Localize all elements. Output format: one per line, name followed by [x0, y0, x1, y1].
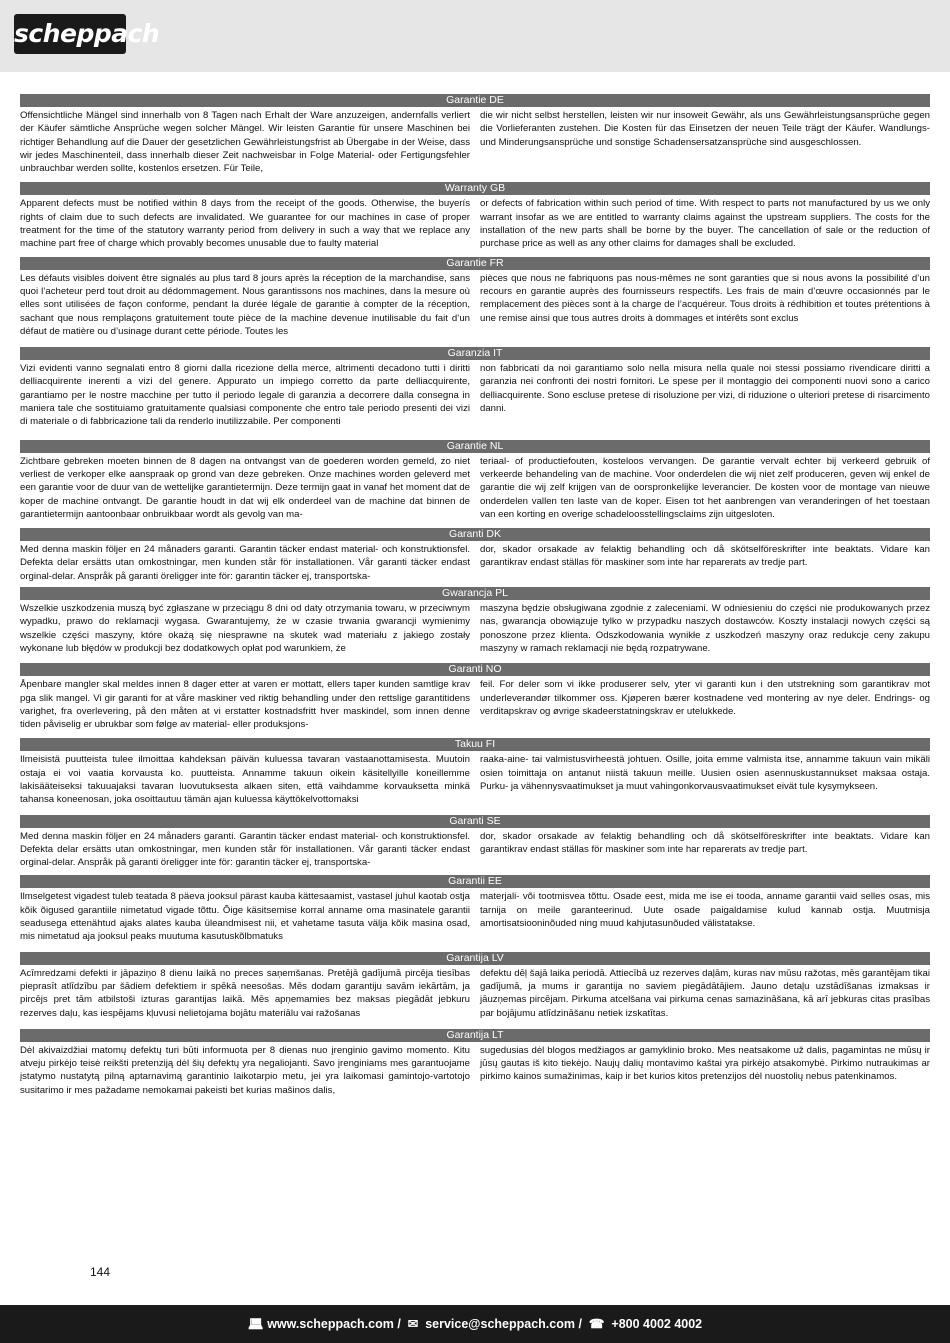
footer-phone[interactable]: +800 4002 4002: [611, 1317, 703, 1331]
section-columns: [20, 828, 930, 870]
section-text-left: Med denna maskin följer en 24 månaders garanti. Garantin täcker endast material- och konstruktionsfel. Defekta delar ersätts utan omkostningar, men kunden står för installationen. Vår garanti täcker endast orginal-delar. Anspråk på garanti öreligger inte för: garantin täcker ej, transportska-: [20, 830, 470, 869]
section-columns: [20, 751, 930, 806]
section-title: Garanti SE: [20, 815, 930, 828]
envelope-icon: ✉︎: [404, 1317, 422, 1331]
footer-web[interactable]: www.scheppach.com /: [267, 1317, 401, 1331]
section-columns: [20, 360, 930, 428]
warranty-section: [20, 875, 930, 943]
header-bar: [0, 0, 950, 72]
footer-email[interactable]: service@scheppach.com /: [425, 1317, 582, 1331]
section-columns: [20, 600, 930, 655]
section-columns: [20, 453, 930, 521]
warranty-section: [20, 1029, 930, 1097]
section-text-right: pièces que nous ne fabriquons pas nous-mêmes ne sont garanties que si nous avons la possibilité d’un recours en garantie auprès des fournisseurs respectifs. Les frais de main d’œuvre occasionnés par le remplacement des pièces sont à la charge de l’acquéreur. Tous droits à rédhibition et toutes prétentions à une remise ainsi que tous autres droits à dommages et intérêts sont exclus: [480, 272, 930, 324]
section-text-left: Vizi evidenti vanno segnalati entro 8 giorni dalla ricezione della merce, altrimenti decadono tutti i diritti delliacquirente inerenti a vizi del genere. Appurato un impiego corretto da parte delliacquirente, garantiamo per le nostre macchine per tutto il periodo legale di garanzia a decorrere dalla consegna in maniera tale che sostituiamo gratuitamente qualsiasi componente che entro tale periodo presenti dei vizi di materiale o di fabbricazione tali da renderlo inutilizzabile. Per componenti: [20, 363, 470, 428]
section-title: Garantija LV: [20, 952, 930, 965]
section-text-right: sugedusias dėl blogos medžiagos ar gamyklinio broko. Mes neatsakome už dalis, pagamintas ne mūsų ir jūsų gautas iš kito tiekėjo. Naujų dalių montavimo kaštai yra pirkėjo atsakomybė. Pirkimo nutraukimas ar pirkimo kainos sumažinimas, kaip ir bet kurios kitos pretenzijos dėl nuostolių nebus patenkinamos.: [480, 1044, 930, 1083]
section-text-right: defektu dēļ šajā laika periodā. Attiecībā uz rezerves daļām, kuras nav mūsu ražotas, mēs garantējam tikai gadījumā, ja mums ir garantija no saviem piegādātājiem. Jauno detaļu uzstādīšanas izmaksas ir jāuzņemas pircējam. Pirkuma atcelšana vai pirkuma cenas samazināšana, kā arī jebkuras citas prasības par bojājumu atlīdzināšanu netiek izskatītas.: [480, 967, 930, 1019]
section-text-right: non fabbricati da noi garantiamo solo nella misura nella quale noi stessi possiamo rivendicare diritti a garanzia nei confronti dei nostri fornitori. Le spese per il montaggio dei componenti nuovi sono a carico delliacquirente. Sono escluse pretese di risoluzione per vizi, di riduzione o ulteriori pretese di risarcimento danni.: [480, 363, 930, 415]
warranty-section: [20, 440, 930, 521]
warranty-section: [20, 815, 930, 870]
phone-icon: ☎: [585, 1317, 608, 1331]
section-text-left: Med denna maskin följer en 24 månaders garanti. Garantin täcker endast material- och konstruktionsfel. Defekta delar ersätts utan omkostningar, men kunden står för installationen. Vår garanti täcker endast orginal-delar. Anspråk på garanti öreligger inte för: garantin täcker ej, transportska-: [20, 544, 470, 582]
section-text-left: Apparent defects must be notified within 8 days from the receipt of the goods. Otherwise, the buyerís rights of claim due to such defects are invalidated. We guarantee for our machines in case of proper treatment for the time of the statutory warranty period from delivery in such a way that we replace any machine part free of charge which provably becomes unusable due to faulty material: [20, 198, 470, 250]
section-columns: [20, 541, 930, 583]
section-title: Garanti NO: [20, 663, 930, 676]
warranty-section: [20, 94, 930, 175]
brand-logo: scheppach: [14, 14, 126, 54]
section-text-right: dor, skador orsakade av felaktig behandling och då skötselföreskrifter inte beaktats. Vidare kan garantikrav endast ställas för maskiner som inte har reparerats av tredje part.: [480, 830, 930, 855]
section-columns: [20, 888, 930, 943]
section-columns: [20, 195, 930, 250]
section-text-left: Åpenbare mangler skal meldes innen 8 dager etter at varen er mottatt, ellers taper kunden samtlige krav pga slik mangel. Vi gir garanti for at våre maskiner ved riktig behandling under den rettslige garantitidens varighet, fra overlevering, på den måten at vi erstatter kostnadsfritt hver maskindel, som innen denne tiden påviselig er ubrukbar som følge av material- eller produksjons-: [20, 679, 470, 731]
section-text-right: raaka-aine- tai valmistusvirheestä johtuen. Osille, joita emme valmista itse, annamme takuun vain mikäli osien toimittaja on antanut niistä takuun meille. Uusien osien asennuskustannukset maksaa ostaja. Purku- ja vähennysvaatimukset ja muut vahingonkorvausvaatimukset eivät tule kysymykseen.: [480, 754, 930, 792]
footer-bar: [0, 1305, 950, 1343]
section-title: Garantie NL: [20, 440, 930, 453]
section-text-right: or defects of fabrication within such period of time. With respect to parts not manufactured by us we only warrant insofar as we are entitled to warranty claims against the upstream suppliers. The costs for the installation of the new parts shall be borne by the buyer. The cancellation of sale or the reduction of purchase price as well as any other claims for damages shall be excluded.: [480, 198, 930, 250]
section-title: Garantie DE: [20, 94, 930, 107]
section-title: Takuu FI: [20, 738, 930, 751]
warranty-content: [20, 94, 930, 1097]
section-text-left: Wszelkie uszkodzenia muszą być zgłaszane w przeciągu 8 dni od daty otrzymania towaru, w przeciwnym wypadku, prawo do reklamacji wygasa. Gwarantujemy, że w czasie trwania gwarancji wymienimy wszelkie części maszyny, które okażą się niesprawne na skutek wad materiału z jakiego zostały wykonane lub błędów w produkcji bez dodatkowych opłat pod warunkiem, że: [20, 603, 470, 654]
section-text-left: Ilmselgetest vigadest tuleb teatada 8 päeva jooksul pärast kauba kättesaamist, vastasel juhul kaotab ostja kõik õigused garantiile nimetatud vigade tõttu. Õige käsitsemise korral anname oma masinatele garantii seadusega ettenähtud ajaks alates kauba üleandmisest nii, et vahetame tasuta välja kõik masina osad, mis nimetatud aja jooksul peaks muutuma kasutuskõlbmatuks: [20, 891, 470, 943]
computer-icon: 💻︎: [247, 1317, 264, 1331]
section-text-left: Dėl akivaizdžiai matomų defektų turi būti informuota per 8 dienas nuo įrenginio gavimo momento. Kitu atveju pirkėjo teisė reikšti pretenziją dėl šių defektų yra negaliojanti. Savo įrenginiams mes garantuojame įstatymo nustatytą pilną aptarnavimą garantinio laikotarpio metu, jei yra laikomasi gamintojo-vartotojo susitarimo ir mes pažadame nemokamai pakeisti bet kurias mašinos dalis,: [20, 1044, 470, 1096]
section-text-left: Offensichtliche Mängel sind innerhalb von 8 Tagen nach Erhalt der Ware anzuzeigen, andernfalls verliert der Käufer sämtliche Ansprüche wegen solcher Mängel. Wir leisten Garantie für unsere Maschinen bei richtiger Behandlung auf die Dauer der gesetzlichen Gewährleistungsfrist ab Übergabe in der Weise, dass wir jedes Maschinenteil, dass innerhalb dieser Zeit nachweisbar in Folge Material- oder Fertigungsfehler unbrauchbar werden sollte, kostenlos ersetzen. Für Teile,: [20, 110, 470, 175]
warranty-section: [20, 257, 930, 338]
section-text-right: teriaal- of productiefouten, kosteloos vervangen. De garantie vervalt echter bij verkeerd gebruik of verkeerde behandeling van de machine. Voor onderdelen die wij niet zelf produceren, geven wij enkel de garantie die wij zelf krijgen van de oorspronkelijke leverancier. De kosten voor de montage van nieuwe onderdelen vallen ten laste van de koper. Eisen tot het aanbrengen van veranderingen of het toestaan van een korting en overige schadeloosstellingsclaims zijn uitgesloten.: [480, 455, 930, 520]
section-title: Garanzia IT: [20, 347, 930, 360]
warranty-section: [20, 182, 930, 250]
section-text-left: Les défauts visibles doivent être signalés au plus tard 8 jours après la réception de la marchandise, sans quoi l’acheteur perd tout droit au dédommagement. Nous garantissons nos machines, dans la mesure où elles sont utilisées de façon conforme, pendant la durée légale de garantie à compter de la réception, sachant que nous remplaçons gratuitement toute pièce de la machine devenue inutilisable du fait d’un défaut de matière ou d’usinage durant cette période. Toutes les: [20, 272, 470, 337]
section-text-right: materjali- või tootmisvea tõttu. Osade eest, mida me ise ei tooda, anname garantii vaid selles osas, mis tarnija on meile garanteerinud. Uute osade paigaldamise kulud kannab ostja. Muutmisja amortisatsiooninõuded ning muud kahjutasunõuded välistatakse.: [480, 891, 930, 930]
section-text-right: die wir nicht selbst herstellen, leisten wir nur insoweit Gewähr, als uns Gewährleistungsansprüche gegen die Vorlieferanten zustehen. Die Kosten für das Einsetzen der neuen Teile trägt der Käufer. Wandlungs- und Minderungsansprüche und sonstige Schadensersatzansprüche sind ausgeschlossen.: [480, 110, 930, 148]
section-title: Garanti DK: [20, 528, 930, 541]
section-text-left: Ilmeisistä puutteista tulee ilmoittaa kahdeksan päivän kuluessa tavaran vastaanottamisesta. Muutoin ostaja ei voi vaatia korvausta ko. puutteista. Annamme takuun oikein käsitellyille koneillemme lakisääteiseksi takuuajaksi tavaran luovutuksesta alkaen siten, että vaihdamme korvauksetta minkä tahansa koneenosan, joka osoittautuu tämän ajan kuluessa käyttökelvottomaksi: [20, 754, 470, 806]
section-columns: [20, 270, 930, 338]
warranty-section: [20, 528, 930, 583]
section-title: Warranty GB: [20, 182, 930, 195]
warranty-section: [20, 347, 930, 428]
section-columns: [20, 965, 930, 1020]
section-title: Garantie FR: [20, 257, 930, 270]
section-title: Garantija LT: [20, 1029, 930, 1042]
warranty-section: [20, 663, 930, 731]
section-text-left: Acīmredzami defekti ir jāpaziņo 8 dienu laikā no preces saņemšanas. Pretējā gadījumā pircēja tiesības pieprasīt atlīdzību par šādiem defektiem ir spēkā neesošas. Mēs dodam garantiju savām iekārtām, ja pircējs pret tām atbilstoši izturas garantijas laikā. Mēs apņemamies bez maksas piegādāt jebkuru rezerves daļu, kas iespējams kļuvusi nelietojama bojātu materiālu vai ražošanas: [20, 967, 470, 1019]
section-text-right: feil. For deler som vi ikke produserer selv, yter vi garanti kun i den utstrekning som garantikrav mot underleverandør tilkommer oss. Kjøperen bærer kostnadene ved montering av nye deler. Endrings- og verditapskrav og øvrige skadeerstatningskrav er utelukkede.: [480, 679, 930, 717]
section-columns: [20, 107, 930, 175]
section-text-right: dor, skador orsakade av felaktig behandling och då skötselföreskrifter inte beaktats. Vidare kan garantikrav endast ställas för maskiner som inte har reparerats av tredje part.: [480, 544, 930, 569]
section-text-left: Zichtbare gebreken moeten binnen de 8 dagen na ontvangst van de goederen worden gemeld, zo niet verliest de verkoper elke aanspraak op grond van deze gebreken. Onze machines worden geleverd met een garantie voor de duur van de wettelijke garantietermijn. Deze termijn gaat in vanaf het moment dat de koper de machine ontvangt. De garantie houdt in dat wij elk onderdeel van de machine dat binnen de garantietermijn aantoonbaar onbruikbaar wordt als gevolg van ma-: [20, 455, 470, 520]
section-text-right: maszyna będzie obsługiwana zgodnie z zaleceniami. W odniesieniu do części nie produkowanych przez nas, gwarancja obowiązuje tylko w przypadku naszych dostawców. Koszty instalacji nowych części są ponoszone przez klienta. Odszkodowania wynikłe z uszkodzeń maszyny oraz redukcje ceny zakupu maszyny w ramach reklamacji nie będą rozpatrywane.: [480, 603, 930, 654]
warranty-section: [20, 738, 930, 806]
page-number: 144: [90, 1265, 111, 1279]
section-columns: [20, 1042, 930, 1097]
section-title: Garantii EE: [20, 875, 930, 888]
warranty-section: [20, 587, 930, 655]
section-title: Gwarancja PL: [20, 587, 930, 600]
section-columns: [20, 676, 930, 731]
warranty-section: [20, 952, 930, 1020]
